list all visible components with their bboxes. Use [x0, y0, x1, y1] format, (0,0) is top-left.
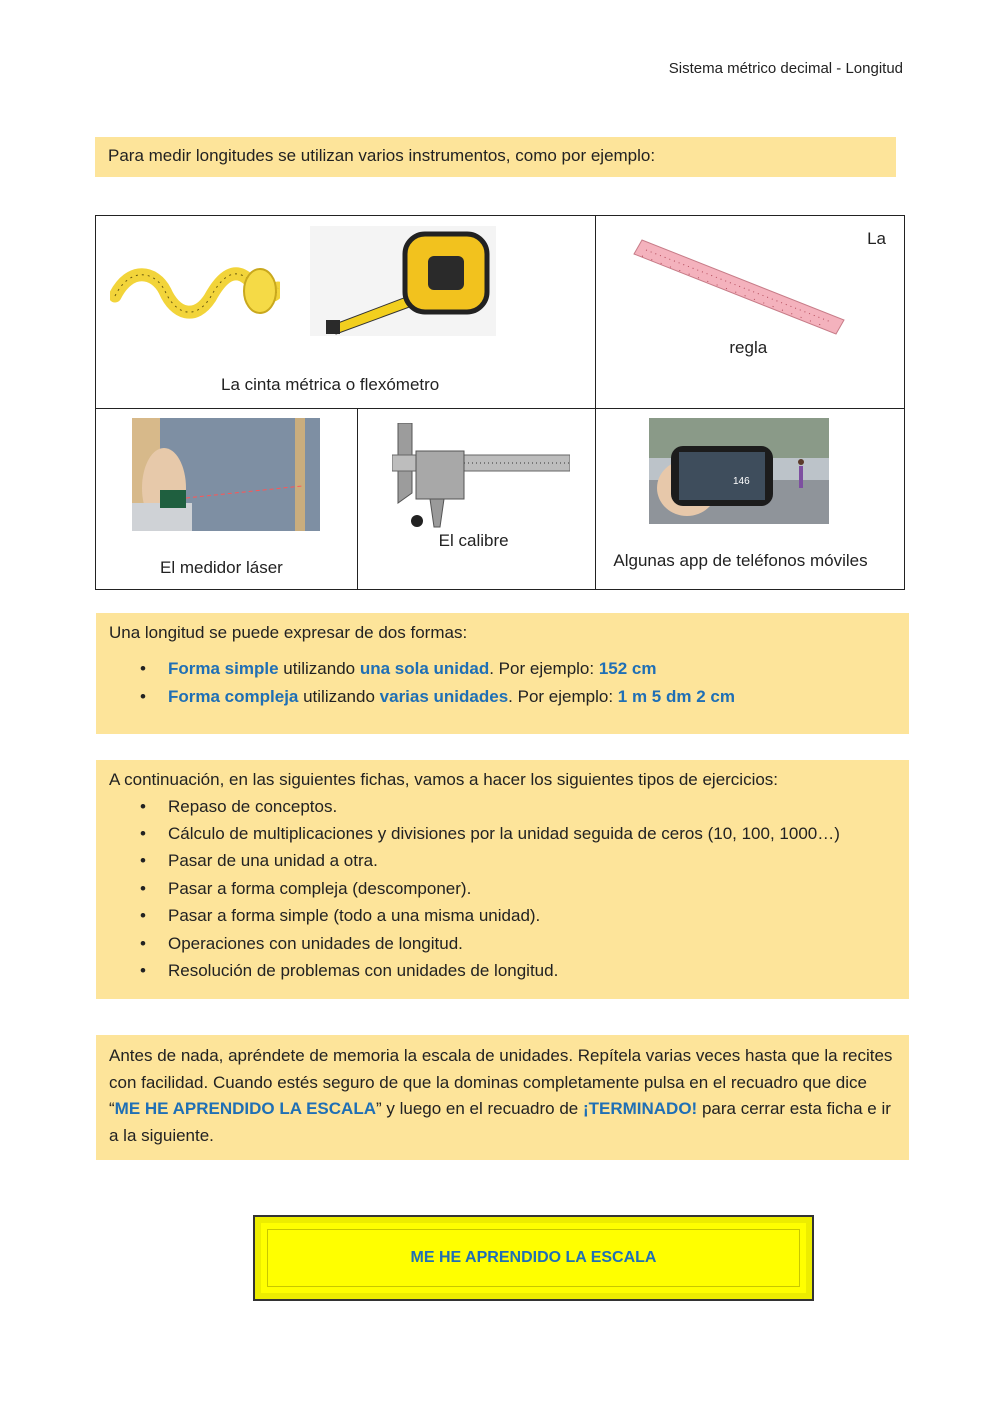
learned-scale-button[interactable]	[253, 1215, 814, 1301]
app-cell	[596, 409, 905, 590]
intro-box	[95, 137, 896, 177]
soft-tape-measure-image	[110, 236, 280, 336]
caliper-caption: El calibre	[438, 531, 509, 550]
caliper-cell	[357, 409, 596, 590]
caliper-image	[392, 423, 570, 531]
forms-title: Una longitud se puede expresar de dos formas:	[109, 623, 468, 642]
ruler-cell	[596, 216, 905, 409]
forms-box	[96, 613, 909, 734]
exercises-box	[96, 760, 909, 999]
list-item: • Repaso de conceptos.	[140, 797, 338, 816]
list-item: • Pasar a forma simple (todo a una misma unidad).	[140, 906, 541, 925]
list-item: • Cálculo de multiplicaciones y divisiones por la unidad seguida de ceros (10, 100, 1000…)	[140, 824, 840, 843]
ruler-caption-bottom: regla	[729, 338, 768, 357]
flexometer-image	[310, 226, 496, 336]
list-item: • Forma simple utilizando una sola unidad. Por ejemplo: 152 cm	[140, 659, 657, 678]
list-item: • Resolución de problemas con unidades de longitud.	[140, 961, 559, 980]
mobile-app-image	[649, 418, 829, 524]
ruler-caption-top: La	[867, 229, 886, 248]
laser-cell	[96, 409, 358, 590]
app-screen-reading: 146	[733, 476, 751, 487]
page-header-title: Sistema métrico decimal - Longitud	[668, 60, 903, 77]
list-item: • Operaciones con unidades de longitud.	[140, 934, 463, 953]
ruler-image	[626, 236, 851, 341]
tape-caption: La cinta métrica o flexómetro	[221, 375, 440, 394]
list-item: • Pasar de una unidad a otra.	[140, 851, 378, 870]
exercises-title: A continuación, en las siguientes fichas, vamos a hacer los siguientes tipos de ejercicios:	[109, 770, 779, 789]
intro-text: Para medir longitudes se utilizan varios instrumentos, como por ejemplo:	[108, 146, 656, 165]
tape-cell	[96, 216, 596, 409]
learned-scale-button-label: ME HE APRENDIDO LA ESCALA	[410, 1249, 657, 1266]
memo-text: Antes de nada, apréndete de memoria la escala de unidades. Repítela varias veces hasta que la recites con facilidad. Cuando estés seguro de que la dominas completamente pulsa en el recuadro que dice “ME HE APRENDIDO LA ESCALA” y luego en el recuadro de ¡TERMINADO! para cerrar esta ficha e ir a la siguiente.	[109, 1046, 893, 1145]
list-item: • Pasar a forma compleja (descomponer).	[140, 879, 472, 898]
laser-meter-image	[132, 418, 320, 531]
instruments-table	[95, 215, 905, 590]
list-item: • Forma compleja utilizando varias unidades. Por ejemplo: 1 m 5 dm 2 cm	[140, 687, 735, 706]
memo-box	[96, 1035, 909, 1160]
laser-caption: El medidor láser	[160, 558, 283, 577]
app-caption: Algunas app de teléfonos móviles	[613, 551, 868, 570]
